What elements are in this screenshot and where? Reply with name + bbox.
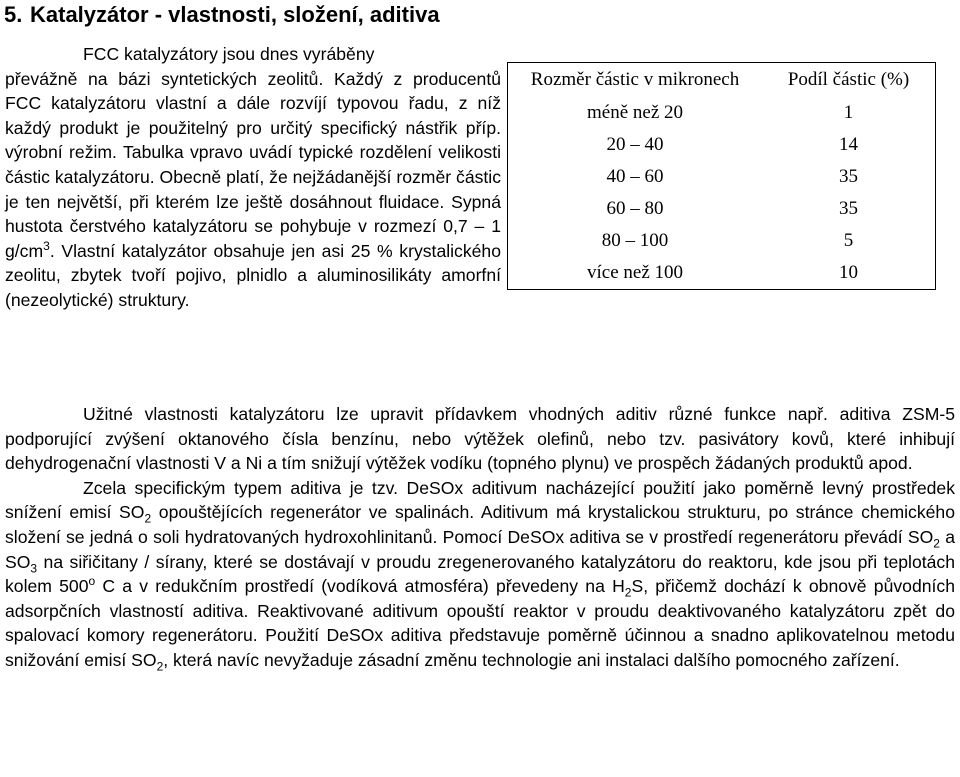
- table-row: [508, 257, 935, 289]
- body-text: [5, 402, 955, 673]
- share-cell: 5: [843, 230, 854, 251]
- additives-paragraph: Užitné vlastnosti katalyzátoru lze upravit přídavkem vhodných aditiv různé funkce např. aditiva ZSM-5 podporující zvýšení oktanového čísla benzínu, nebo výtěžek olefinů, nebo tzv. pasivátory kovů, které inhibují dehydrogenační vlastnosti V a Ni a tím snižují výtěžek vodíku (topného plynu) ve prospěch žádaných produktů apod.: [5, 404, 955, 474]
- table-row: [508, 193, 935, 225]
- subscript: 2: [933, 536, 940, 551]
- column-header-size: Rozměr částic v mikronech: [530, 69, 740, 90]
- share-cell: 35: [839, 198, 858, 219]
- desox-text: opouštějících regenerátor ve spalinách. Aditivum má krystalickou strukturu, po stránce chemického složení se jedná o soli hydratovaných hydroxohlinitanů. Pomocí DeSOx aditiva se v prostředí regenerátoru převádí SO: [5, 502, 955, 547]
- intro-tail: . Vlastní katalyzátor obsahuje jen asi 25 % krystalického zeolitu, zbytek tvoří pojivo, plnidlo a aluminosilikáty amorfní (nezeolytické) struktury.: [5, 240, 501, 310]
- subscript: 2: [144, 511, 152, 526]
- size-cell: 20 – 40: [606, 134, 664, 155]
- table-row: [508, 97, 935, 129]
- section-heading: [4, 2, 440, 28]
- desox-text: Zcela specifickým typem aditiva je tzv. DeSOx aditivum nacházející použití jako poměrně levný prostředek snížení emisí SO: [5, 477, 955, 523]
- desox-paragraph: [5, 476, 955, 673]
- desox-text: C a v redukčním prostředí (vodíková atmosféra) převedeny na H: [95, 576, 625, 597]
- size-cell: více než 100: [586, 262, 683, 283]
- share-cell: 1: [843, 102, 854, 123]
- column-header-share: Podíl částic (%): [787, 69, 910, 90]
- section-number: 5.: [4, 2, 23, 27]
- desox-text: na siřičitany / sírany, které se dostávají v proudu zregenerovaného katalyzátoru do reaktoru, kde jsou při teplotách kolem 500: [5, 551, 955, 597]
- table-header-row: [508, 63, 935, 97]
- intro-first-line: FCC katalyzátory jsou dnes vyráběny: [83, 44, 375, 64]
- table-row: [508, 225, 935, 257]
- size-cell: 80 – 100: [601, 230, 669, 251]
- subscript: 2: [624, 585, 632, 600]
- particle-size-table: [507, 62, 936, 290]
- share-cell: 10: [839, 262, 858, 283]
- desox-text: , která navíc nevyžaduje zásadní změnu technologie ani instalaci dalšího pomocného zařízení.: [163, 649, 900, 670]
- intro-text: převážně na bázi syntetických zeolitů. Každý z producentů FCC katalyzátoru vlastní a dále rozvíjí typovou řadu, z níž každý produkt je použitelný pro určitý specifický nástřik příp. výrobní režim. Tabulka vpravo uvádí typické rozdělení velikosti částic katalyzátoru. Obecně platí, že nejžádanější rozměr částic je ten největší, při kterém lze ještě dosáhnout fluidace. Sypná hustota čerstvého katalyzátoru se pohybuje v rozmezí 0,7 – 1 g/cm: [5, 68, 501, 261]
- size-cell: 40 – 60: [606, 166, 664, 187]
- degree-superscript: o: [88, 574, 96, 589]
- desox-text: S, přičemž dochází k obnově původních adsorpčních vlastností aditiva. Reaktivované aditivum opouští reaktor v proudu deaktivovaného katalyzátoru zpět do spalovací komory regenerátoru. Použití DeSOx aditiva představuje poměrně účinnou a snadno aplikovatelnou metodu snižování emisí SO: [5, 576, 955, 670]
- subscript: 3: [30, 561, 38, 576]
- share-cell: 35: [839, 166, 858, 187]
- size-cell: méně než 20: [586, 102, 683, 123]
- size-cell: 60 – 80: [606, 198, 664, 219]
- section-title: Katalyzátor - vlastnosti, složení, aditiva: [30, 2, 440, 27]
- table-row: [508, 129, 935, 161]
- desox-text: a SO: [5, 526, 955, 572]
- share-cell: 14: [839, 134, 858, 155]
- table-row: [508, 161, 935, 193]
- unit-superscript: 3: [43, 238, 50, 253]
- subscript: 2: [156, 659, 164, 674]
